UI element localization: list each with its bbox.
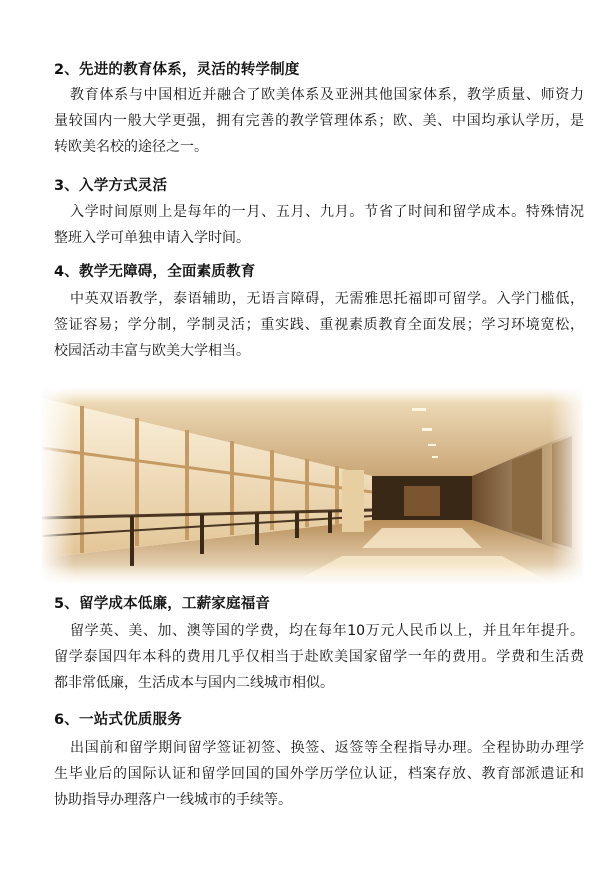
section-body-6 [54,735,584,813]
section-body-4 [54,286,584,364]
section-heading-3: 3、入学方式灵活 [54,178,168,194]
body-line: 中英双语教学，泰语辅助，无语言障碍，无需雅思托福即可留学。入学门槛低， [70,291,584,307]
body-line: 转欧美名校的途径之一。 [54,139,208,155]
body-line: 都非常低廉，生活成本与国内二线城市相似。 [54,675,334,691]
body-line: 整班入学可单独申请入学时间。 [54,230,250,246]
section-heading-2: 2、先进的教育体系，灵活的转学制度 [54,62,300,78]
campus-corridor-photo [42,388,583,584]
body-line: 量较国内一般大学更强，拥有完善的教学管理体系；欧、美、中国均承认学历，是 [54,113,584,129]
section-body-3 [54,199,584,251]
body-line: 留学泰国四年本科的费用几乎仅相当于赴欧美国家留学一年的费用。学费和生活费 [54,649,584,665]
body-line: 校园活动丰富与欧美大学相当。 [54,343,250,359]
body-line: 协助指导办理落户一线城市的手续等。 [54,792,292,808]
body-line: 出国前和留学期间留学签证初签、换签、返签等全程指导办理。全程协助办理学 [70,740,584,756]
section-heading-4: 4、教学无障碍，全面素质教育 [54,264,256,280]
section-heading-5: 5、留学成本低廉，工薪家庭福音 [54,596,271,612]
body-line: 教育体系与中国相近并融合了欧美体系及亚洲其他国家体系，教学质量、师资力 [70,87,584,103]
body-line: 留学英、美、加、澳等国的学费，均在每年10万元人民币以上，并且年年提升。 [70,623,584,639]
section-heading-6: 6、一站式优质服务 [54,712,182,728]
body-line: 生毕业后的国际认证和留学回国的国外学历学位认证，档案存放、教育部派遣证和 [54,766,584,782]
section-body-2 [54,82,584,160]
corridor-image [42,388,583,584]
section-body-5 [54,618,584,696]
body-line: 入学时间原则上是每年的一月、五月、九月。节省了时间和留学成本。特殊情况 [70,204,584,220]
body-line: 签证容易；学分制，学制灵活；重实践、重视素质教育全面发展；学习环境宽松， [54,317,584,333]
